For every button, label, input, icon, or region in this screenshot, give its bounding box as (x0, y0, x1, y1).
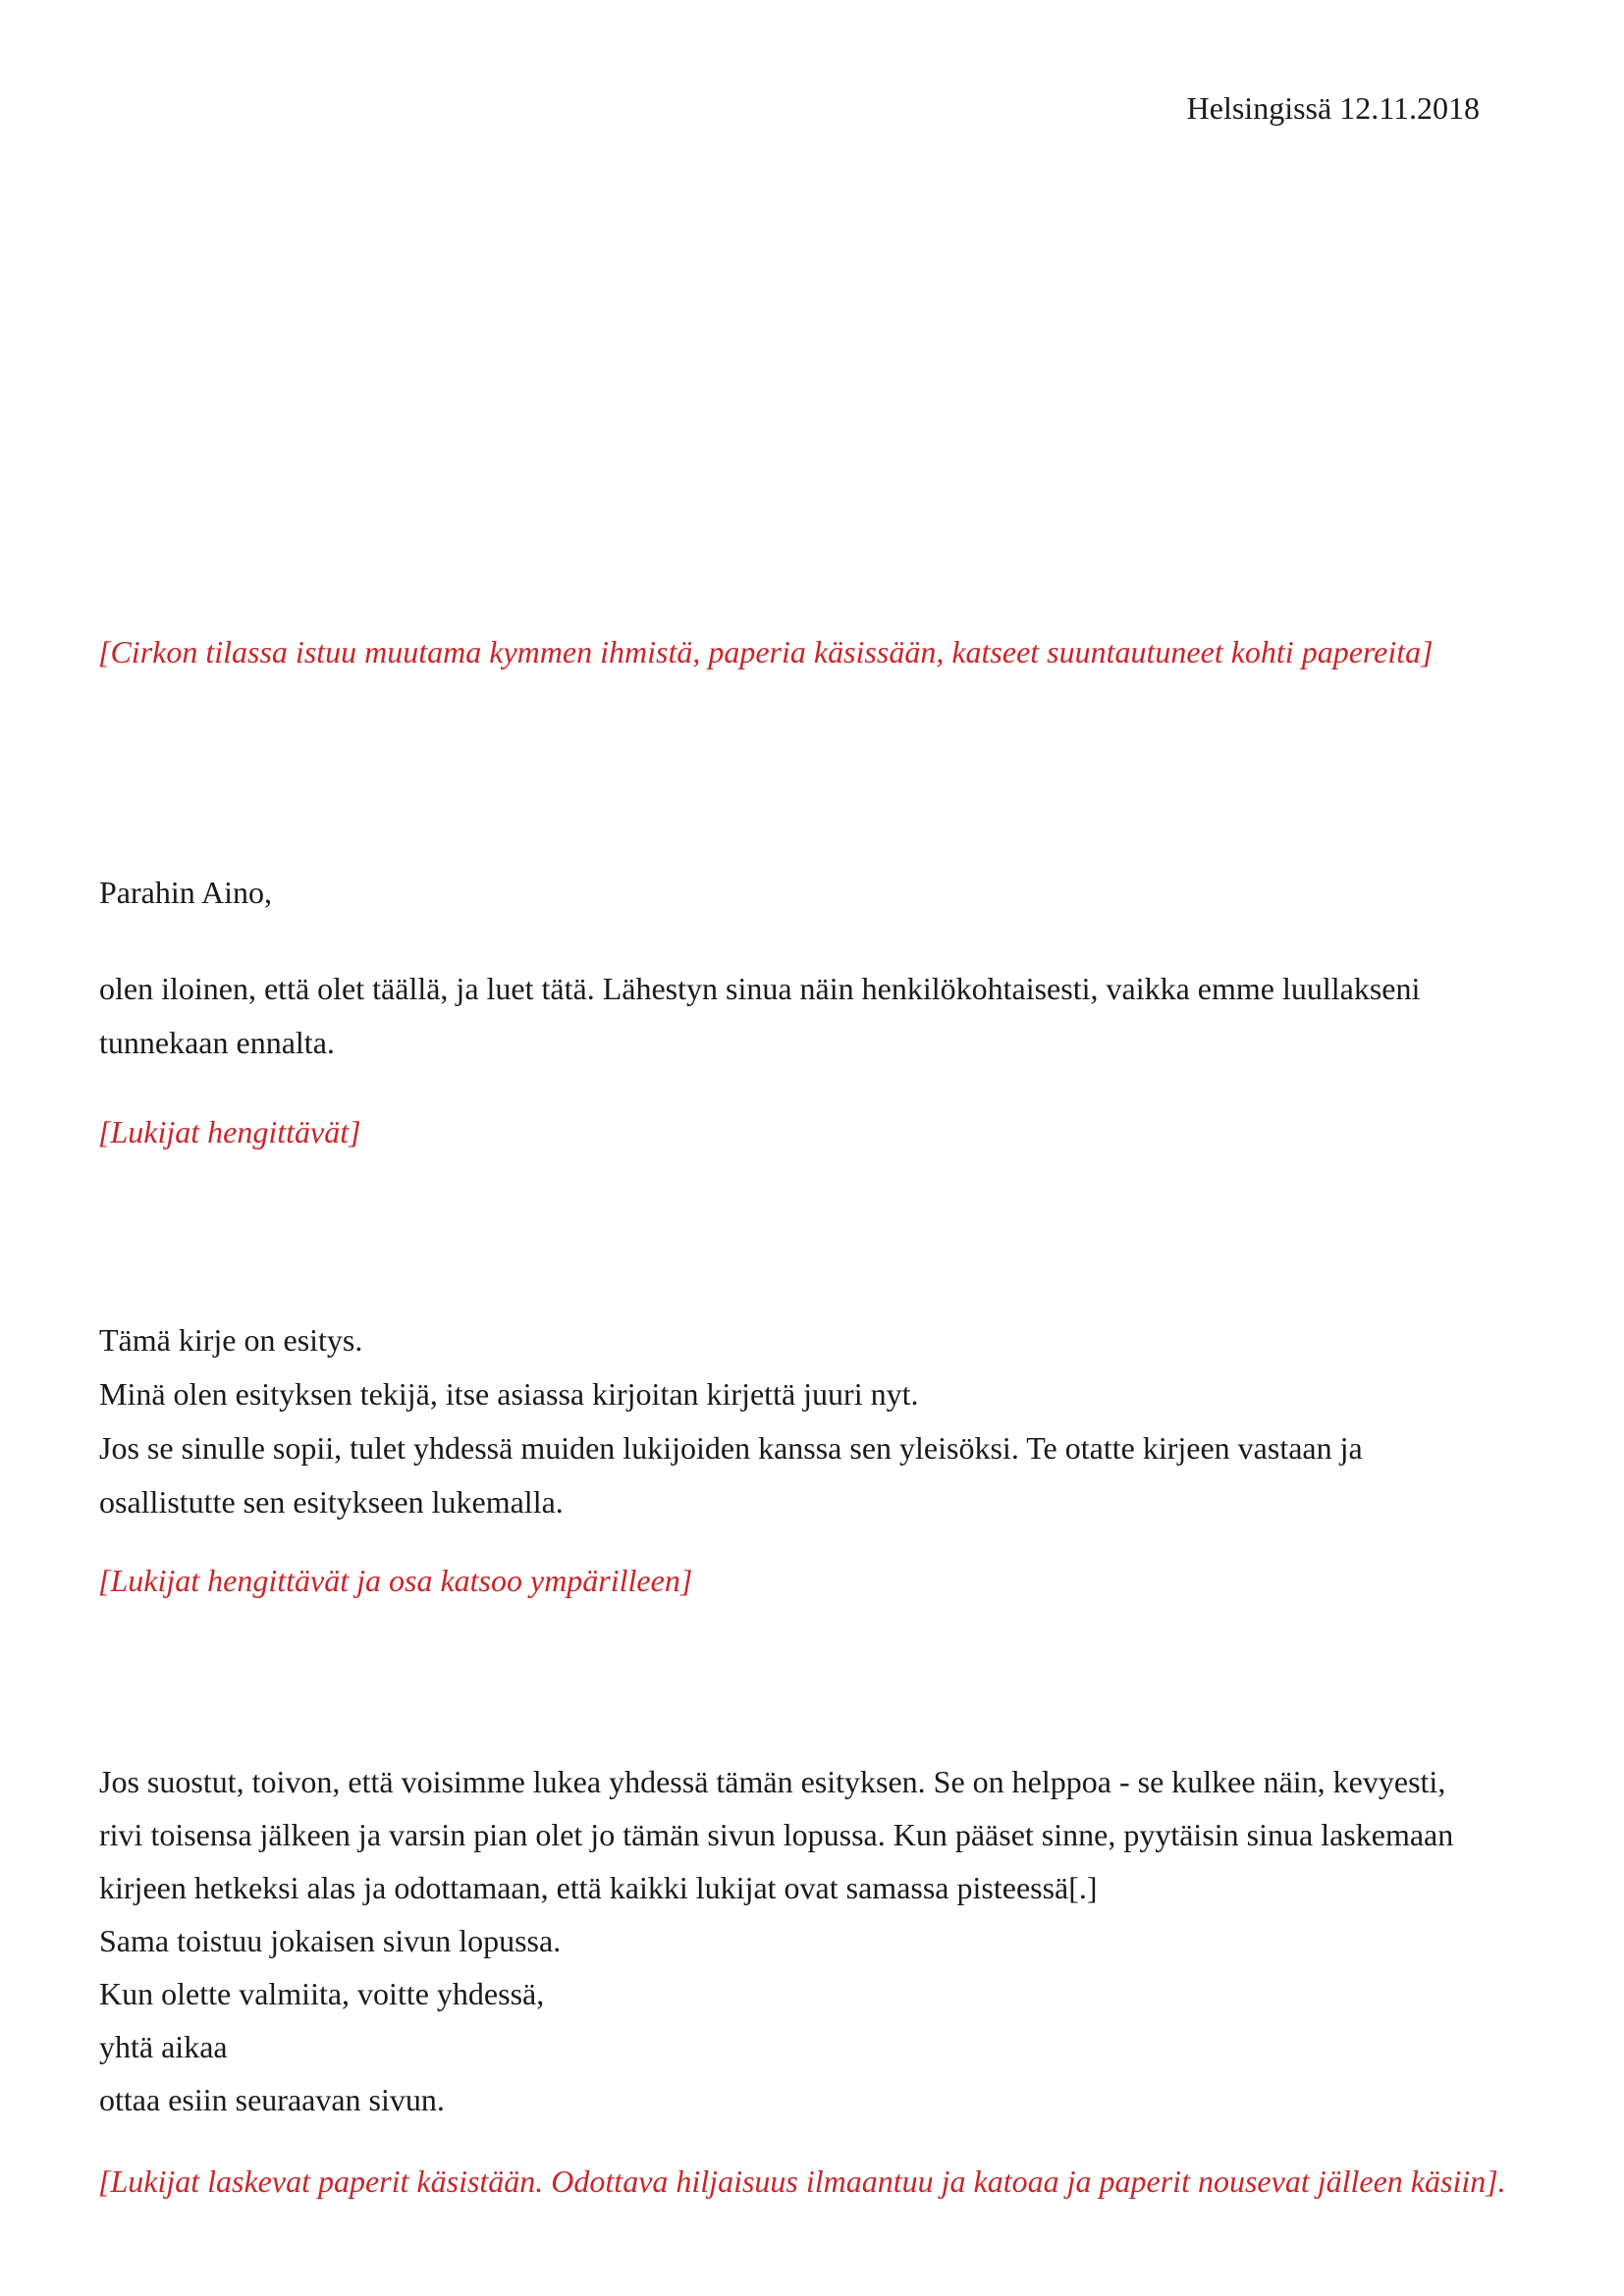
paragraph-greeting (99, 962, 1420, 1070)
paragraph-line: Jos se sinulle sopii, tulet yhdessä muiden lukijoiden kanssa sen yleisöksi. Te otatte kirjeen vastaan ja (99, 1430, 1363, 1466)
stage-direction-look-around: [Lukijat hengittävät ja osa katsoo ympärilleen] (98, 1563, 693, 1598)
paragraph-line: olen iloinen, että olet täällä, ja luet tätä. Lähestyn sinua näin henkilökohtaisesti, vaikka emme luullakseni (99, 971, 1421, 1006)
paragraph-line: ottaa esiin seuraavan sivun. (99, 2082, 445, 2117)
paragraph-line: tunnekaan ennalta. (99, 1025, 335, 1060)
paragraph-line: rivi toisensa jälkeen ja varsin pian olet jo tämän sivun lopussa. Kun pääset sinne, pyytäisin sinua laskemaan (99, 1817, 1454, 1852)
paragraph-line: Kun olette valmiita, voitte yhdessä, (99, 1976, 545, 2011)
paragraph-reading-instructions (99, 1755, 1453, 2126)
paragraph-line: osallistutte sen esitykseen lukemalla. (99, 1484, 564, 1520)
paragraph-line: Jos suostut, toivon, että voisimme lukea yhdessä tämän esityksen. Se on helppoa - se kulkee näin, kevyesti, (99, 1764, 1446, 1799)
paragraph-line: Tämä kirje on esitys. (99, 1322, 363, 1358)
paragraph-line: yhtä aikaa (99, 2029, 228, 2064)
paragraph-line: Minä olen esityksen tekijä, itse asiassa kirjoitan kirjettä juuri nyt. (99, 1376, 919, 1412)
dateline: Helsingissä 12.11.2018 (1186, 90, 1480, 126)
paragraph-line: kirjeen hetkeksi alas ja odottamaan, että kaikki lukijat ovat samassa pisteessä[.] (99, 1870, 1098, 1905)
stage-direction-opening: [Cirkon tilassa istuu muutama kymmen ihmistä, paperia käsissään, katseet suuntautuneet kohti papereita] (98, 634, 1434, 669)
stage-direction-papers-down-and-up: [Lukijat laskevat paperit käsistään. Odottava hiljaisuus ilmaantuu ja katoaa ja paperit nousevat jälleen käsiin]. (98, 2163, 1506, 2199)
salutation: Parahin Aino, (99, 875, 272, 910)
paragraph-line: Sama toistuu jokaisen sivun lopussa. (99, 1923, 562, 1958)
stage-direction-breathe: [Lukijat hengittävät] (98, 1114, 361, 1149)
paragraph-this-letter-is-a-performance (99, 1313, 1363, 1529)
